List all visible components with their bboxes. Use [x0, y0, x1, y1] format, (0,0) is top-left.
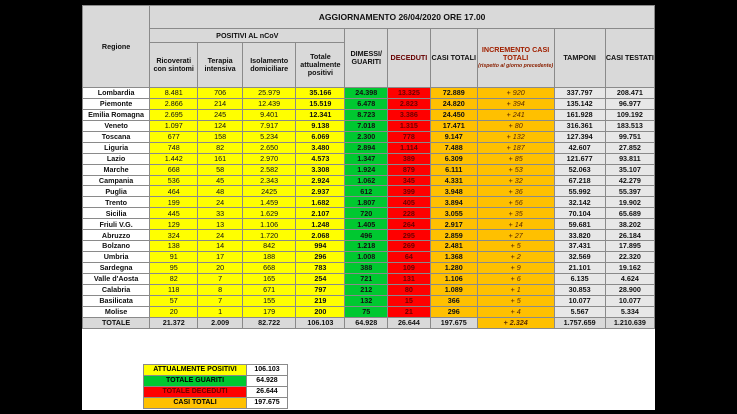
cell-ric: 324	[150, 230, 198, 241]
cell-inc: + 85	[477, 153, 554, 164]
table-row	[83, 142, 655, 153]
cell-dec: 26.644	[388, 317, 431, 328]
cell-ric: 445	[150, 208, 198, 219]
cell-test: 28.900	[605, 284, 654, 295]
cell-tot: 3.894	[430, 197, 477, 208]
cell-pos: 3.308	[296, 164, 345, 175]
cell-tot: 1.106	[430, 273, 477, 284]
summary-label: TOTALE GUARITI	[144, 375, 247, 386]
cell-gua: 721	[345, 273, 388, 284]
cell-tot: 1.089	[430, 284, 477, 295]
cell-gua: 1.924	[345, 164, 388, 175]
cell-gua: 720	[345, 208, 388, 219]
cell-ter: 2.009	[198, 317, 243, 328]
summary-row	[144, 365, 288, 376]
cell-ter: 58	[198, 164, 243, 175]
cell-iso: 82.722	[243, 317, 296, 328]
cell-test: 55.397	[605, 186, 654, 197]
cell-tot: 1.368	[430, 252, 477, 263]
cell-test: 65.689	[605, 208, 654, 219]
cell-test: 17.895	[605, 241, 654, 252]
table-row	[83, 252, 655, 263]
cell-test: 10.077	[605, 295, 654, 306]
cell-ter: 24	[198, 230, 243, 241]
table-row	[83, 164, 655, 175]
cell-pos: 12.341	[296, 109, 345, 120]
cell-ter: 161	[198, 153, 243, 164]
cell-pos: 4.573	[296, 153, 345, 164]
cell-dec: 345	[388, 175, 431, 186]
cell-iso: 1.459	[243, 197, 296, 208]
cell-gua: 2.300	[345, 131, 388, 142]
cell-pos: 1.682	[296, 197, 345, 208]
cell-dec: 15	[388, 295, 431, 306]
cell-iso: 2.343	[243, 175, 296, 186]
cell-tot: 2.917	[430, 219, 477, 230]
cell-inc: + 5	[477, 241, 554, 252]
summary-label: CASI TOTALI	[144, 397, 247, 408]
cell-region: Friuli V.G.	[83, 219, 150, 230]
cell-inc: + 241	[477, 109, 554, 120]
cell-inc: + 14	[477, 219, 554, 230]
summary-value: 64.928	[247, 375, 288, 386]
cell-dec: 64	[388, 252, 431, 263]
cell-iso: 1.106	[243, 219, 296, 230]
cell-pos: 200	[296, 306, 345, 317]
cell-tot: 6.111	[430, 164, 477, 175]
header-dimessi: DIMESSI/ GUARITI	[345, 29, 388, 88]
cell-inc: + 2	[477, 252, 554, 263]
cell-ric: 748	[150, 142, 198, 153]
covid-data-table	[82, 5, 655, 329]
cell-ric: 20	[150, 306, 198, 317]
cell-iso: 188	[243, 252, 296, 263]
cell-region: Veneto	[83, 120, 150, 131]
table-row	[83, 219, 655, 230]
cell-ric: 82	[150, 273, 198, 284]
cell-ric: 21.372	[150, 317, 198, 328]
cell-gua: 388	[345, 263, 388, 274]
cell-ter: 706	[198, 88, 243, 99]
cell-test: 99.751	[605, 131, 654, 142]
summary-row	[144, 386, 288, 397]
cell-dec: 21	[388, 306, 431, 317]
cell-pos: 15.519	[296, 98, 345, 109]
cell-tot: 296	[430, 306, 477, 317]
cell-ric: 1.097	[150, 120, 198, 131]
cell-inc: + 4	[477, 306, 554, 317]
cell-inc: + 5	[477, 295, 554, 306]
table-row	[83, 153, 655, 164]
cell-test: 183.513	[605, 120, 654, 131]
cell-dec: 269	[388, 241, 431, 252]
cell-ter: 7	[198, 295, 243, 306]
cell-dec: 80	[388, 284, 431, 295]
cell-test: 38.202	[605, 219, 654, 230]
cell-tot: 3.948	[430, 186, 477, 197]
cell-ric: 2.866	[150, 98, 198, 109]
cell-inc: + 53	[477, 164, 554, 175]
cell-tot: 2.859	[430, 230, 477, 241]
summary-value: 106.103	[247, 365, 288, 376]
cell-region: Emilia Romagna	[83, 109, 150, 120]
header-deceduti: DECEDUTI	[388, 29, 431, 88]
cell-gua: 7.018	[345, 120, 388, 131]
cell-region: Bolzano	[83, 241, 150, 252]
table-row	[83, 284, 655, 295]
cell-tot: 9.147	[430, 131, 477, 142]
cell-tam: 70.104	[554, 208, 605, 219]
cell-ric: 129	[150, 219, 198, 230]
cell-pos: 106.103	[296, 317, 345, 328]
cell-ric: 57	[150, 295, 198, 306]
cell-ter: 20	[198, 263, 243, 274]
cell-region: Molise	[83, 306, 150, 317]
cell-tam: 316.361	[554, 120, 605, 131]
cell-test: 35.107	[605, 164, 654, 175]
summary-table	[143, 364, 288, 409]
cell-region: TOTALE	[83, 317, 150, 328]
cell-tot: 6.309	[430, 153, 477, 164]
summary-label: TOTALE DECEDUTI	[144, 386, 247, 397]
cell-iso: 25.979	[243, 88, 296, 99]
cell-tam: 6.135	[554, 273, 605, 284]
cell-dec: 1.114	[388, 142, 431, 153]
cell-ric: 95	[150, 263, 198, 274]
cell-pos: 254	[296, 273, 345, 284]
cell-inc: + 36	[477, 186, 554, 197]
table-row	[83, 263, 655, 274]
cell-pos: 6.069	[296, 131, 345, 142]
cell-pos: 2.924	[296, 175, 345, 186]
cell-gua: 8.723	[345, 109, 388, 120]
cell-region: Puglia	[83, 186, 150, 197]
page-title: AGGIORNAMENTO 26/04/2020 ORE 17.00	[150, 6, 655, 29]
cell-tot: 366	[430, 295, 477, 306]
cell-gua: 2.894	[345, 142, 388, 153]
cell-dec: 1.315	[388, 120, 431, 131]
cell-iso: 1.720	[243, 230, 296, 241]
header-terapia: Terapia intensiva	[198, 43, 243, 88]
table-row	[83, 241, 655, 252]
table-row	[83, 98, 655, 109]
cell-tam: 33.820	[554, 230, 605, 241]
cell-iso: 9.401	[243, 109, 296, 120]
header-regione: Regione	[83, 6, 150, 88]
cell-inc: + 27	[477, 230, 554, 241]
cell-iso: 2.582	[243, 164, 296, 175]
cell-ter: 14	[198, 241, 243, 252]
table-row	[83, 306, 655, 317]
cell-iso: 12.439	[243, 98, 296, 109]
cell-tot: 24.820	[430, 98, 477, 109]
cell-ter: 33	[198, 208, 243, 219]
cell-tam: 121.677	[554, 153, 605, 164]
cell-pos: 9.138	[296, 120, 345, 131]
header-tamponi: TAMPONI	[554, 29, 605, 88]
cell-tam: 67.218	[554, 175, 605, 186]
cell-iso: 2.970	[243, 153, 296, 164]
cell-pos: 219	[296, 295, 345, 306]
cell-region: Basilicata	[83, 295, 150, 306]
total-row	[83, 317, 655, 328]
table-row	[83, 109, 655, 120]
cell-gua: 64.928	[345, 317, 388, 328]
cell-tam: 337.797	[554, 88, 605, 99]
cell-test: 4.624	[605, 273, 654, 284]
cell-pos: 296	[296, 252, 345, 263]
table-row	[83, 208, 655, 219]
cell-tot: 3.055	[430, 208, 477, 219]
cell-tot: 2.481	[430, 241, 477, 252]
table-row	[83, 175, 655, 186]
cell-ter: 1	[198, 306, 243, 317]
cell-pos: 2.068	[296, 230, 345, 241]
cell-iso: 7.917	[243, 120, 296, 131]
summary-row	[144, 375, 288, 386]
cell-dec: 131	[388, 273, 431, 284]
cell-dec: 295	[388, 230, 431, 241]
cell-tam: 21.101	[554, 263, 605, 274]
table-row	[83, 131, 655, 142]
cell-region: Sardegna	[83, 263, 150, 274]
cell-gua: 75	[345, 306, 388, 317]
cell-ter: 45	[198, 175, 243, 186]
summary-row	[144, 397, 288, 408]
cell-ric: 536	[150, 175, 198, 186]
cell-region: Calabria	[83, 284, 150, 295]
cell-region: Piemonte	[83, 98, 150, 109]
cell-gua: 212	[345, 284, 388, 295]
cell-inc: + 2.324	[477, 317, 554, 328]
cell-region: Toscana	[83, 131, 150, 142]
header-positivi-group: POSITIVI AL nCoV	[150, 29, 345, 43]
table-row	[83, 273, 655, 284]
cell-ter: 8	[198, 284, 243, 295]
cell-pos: 2.107	[296, 208, 345, 219]
cell-gua: 1.062	[345, 175, 388, 186]
cell-dec: 109	[388, 263, 431, 274]
cell-inc: + 6	[477, 273, 554, 284]
cell-pos: 1.248	[296, 219, 345, 230]
cell-iso: 2.650	[243, 142, 296, 153]
cell-test: 1.210.639	[605, 317, 654, 328]
cell-tam: 1.757.659	[554, 317, 605, 328]
cell-tot: 1.280	[430, 263, 477, 274]
cell-ric: 91	[150, 252, 198, 263]
cell-dec: 879	[388, 164, 431, 175]
cell-tot: 4.331	[430, 175, 477, 186]
cell-tot: 24.450	[430, 109, 477, 120]
cell-pos: 783	[296, 263, 345, 274]
cell-ter: 214	[198, 98, 243, 109]
cell-test: 42.279	[605, 175, 654, 186]
cell-inc: + 132	[477, 131, 554, 142]
cell-gua: 1.807	[345, 197, 388, 208]
cell-pos: 2.937	[296, 186, 345, 197]
cell-tam: 161.928	[554, 109, 605, 120]
cell-ric: 199	[150, 197, 198, 208]
cell-gua: 1.218	[345, 241, 388, 252]
cell-tam: 55.992	[554, 186, 605, 197]
cell-iso: 179	[243, 306, 296, 317]
cell-tam: 32.569	[554, 252, 605, 263]
cell-ter: 7	[198, 273, 243, 284]
summary-value: 197.675	[247, 397, 288, 408]
cell-gua: 24.398	[345, 88, 388, 99]
table-row	[83, 295, 655, 306]
cell-tam: 42.607	[554, 142, 605, 153]
cell-region: Umbria	[83, 252, 150, 263]
summary-label: ATTUALMENTE POSITIVI	[144, 365, 247, 376]
cell-tam: 10.077	[554, 295, 605, 306]
header-incremento-note: (rispetto al giorno precedente)	[478, 63, 554, 70]
cell-dec: 13.325	[388, 88, 431, 99]
cell-region: Liguria	[83, 142, 150, 153]
cell-inc: + 56	[477, 197, 554, 208]
header-isolamento: Isolamento domiciliare	[243, 43, 296, 88]
cell-inc: + 920	[477, 88, 554, 99]
header-incremento-label: INCREMENTO CASI TOTALI	[481, 44, 550, 63]
cell-ric: 1.442	[150, 153, 198, 164]
cell-dec: 228	[388, 208, 431, 219]
table-body	[83, 88, 655, 329]
cell-iso: 1.629	[243, 208, 296, 219]
cell-dec: 2.823	[388, 98, 431, 109]
header-casi-totali: CASI TOTALI	[430, 29, 477, 88]
cell-ter: 17	[198, 252, 243, 263]
table-row	[83, 186, 655, 197]
cell-test: 93.811	[605, 153, 654, 164]
cell-tot: 17.471	[430, 120, 477, 131]
cell-gua: 132	[345, 295, 388, 306]
cell-region: Campania	[83, 175, 150, 186]
cell-ric: 138	[150, 241, 198, 252]
cell-iso: 671	[243, 284, 296, 295]
cell-inc: + 1	[477, 284, 554, 295]
cell-region: Trento	[83, 197, 150, 208]
cell-region: Sicilia	[83, 208, 150, 219]
cell-ric: 677	[150, 131, 198, 142]
cell-ric: 464	[150, 186, 198, 197]
table-row	[83, 88, 655, 99]
cell-region: Lazio	[83, 153, 150, 164]
cell-pos: 35.166	[296, 88, 345, 99]
cell-gua: 6.478	[345, 98, 388, 109]
cell-iso: 842	[243, 241, 296, 252]
cell-iso: 165	[243, 273, 296, 284]
cell-gua: 612	[345, 186, 388, 197]
cell-tam: 30.853	[554, 284, 605, 295]
cell-region: Valle d'Aosta	[83, 273, 150, 284]
cell-test: 26.184	[605, 230, 654, 241]
cell-ter: 48	[198, 186, 243, 197]
cell-test: 27.852	[605, 142, 654, 153]
cell-iso: 2425	[243, 186, 296, 197]
cell-dec: 399	[388, 186, 431, 197]
header-incremento	[477, 29, 554, 88]
cell-gua: 1.347	[345, 153, 388, 164]
cell-ric: 2.695	[150, 109, 198, 120]
cell-pos: 3.480	[296, 142, 345, 153]
cell-inc: + 35	[477, 208, 554, 219]
cell-inc: + 80	[477, 120, 554, 131]
header-casi-testati: CASI TESTATI	[605, 29, 654, 88]
cell-inc: + 32	[477, 175, 554, 186]
cell-dec: 3.386	[388, 109, 431, 120]
cell-ter: 24	[198, 197, 243, 208]
cell-tam: 5.567	[554, 306, 605, 317]
cell-ter: 245	[198, 109, 243, 120]
cell-gua: 496	[345, 230, 388, 241]
cell-inc: + 187	[477, 142, 554, 153]
cell-pos: 797	[296, 284, 345, 295]
cell-dec: 778	[388, 131, 431, 142]
cell-dec: 264	[388, 219, 431, 230]
cell-region: Abruzzo	[83, 230, 150, 241]
cell-test: 19.162	[605, 263, 654, 274]
cell-inc: + 394	[477, 98, 554, 109]
cell-tam: 127.394	[554, 131, 605, 142]
cell-tot: 197.675	[430, 317, 477, 328]
table-row	[83, 197, 655, 208]
cell-test: 208.471	[605, 88, 654, 99]
cell-test: 5.334	[605, 306, 654, 317]
cell-inc: + 9	[477, 263, 554, 274]
cell-test: 22.320	[605, 252, 654, 263]
cell-region: Marche	[83, 164, 150, 175]
cell-iso: 155	[243, 295, 296, 306]
cell-iso: 668	[243, 263, 296, 274]
header-totale-positivi: Totale attualmente positivi	[296, 43, 345, 88]
cell-tot: 72.889	[430, 88, 477, 99]
cell-dec: 389	[388, 153, 431, 164]
cell-test: 109.192	[605, 109, 654, 120]
cell-ter: 82	[198, 142, 243, 153]
cell-gua: 1.008	[345, 252, 388, 263]
table-row	[83, 230, 655, 241]
header-ricoverati: Ricoverati con sintomi	[150, 43, 198, 88]
cell-tam: 135.142	[554, 98, 605, 109]
summary-value: 26.644	[247, 386, 288, 397]
cell-ric: 8.481	[150, 88, 198, 99]
cell-tam: 37.431	[554, 241, 605, 252]
cell-test: 19.902	[605, 197, 654, 208]
cell-test: 96.977	[605, 98, 654, 109]
cell-gua: 1.405	[345, 219, 388, 230]
cell-ter: 13	[198, 219, 243, 230]
cell-pos: 994	[296, 241, 345, 252]
cell-ter: 158	[198, 131, 243, 142]
cell-ric: 118	[150, 284, 198, 295]
cell-region: Lombardia	[83, 88, 150, 99]
cell-iso: 5.234	[243, 131, 296, 142]
cell-ter: 124	[198, 120, 243, 131]
cell-tam: 52.063	[554, 164, 605, 175]
cell-dec: 405	[388, 197, 431, 208]
cell-ric: 668	[150, 164, 198, 175]
cell-tot: 7.488	[430, 142, 477, 153]
cell-tam: 59.681	[554, 219, 605, 230]
table-row	[83, 120, 655, 131]
cell-tam: 32.142	[554, 197, 605, 208]
